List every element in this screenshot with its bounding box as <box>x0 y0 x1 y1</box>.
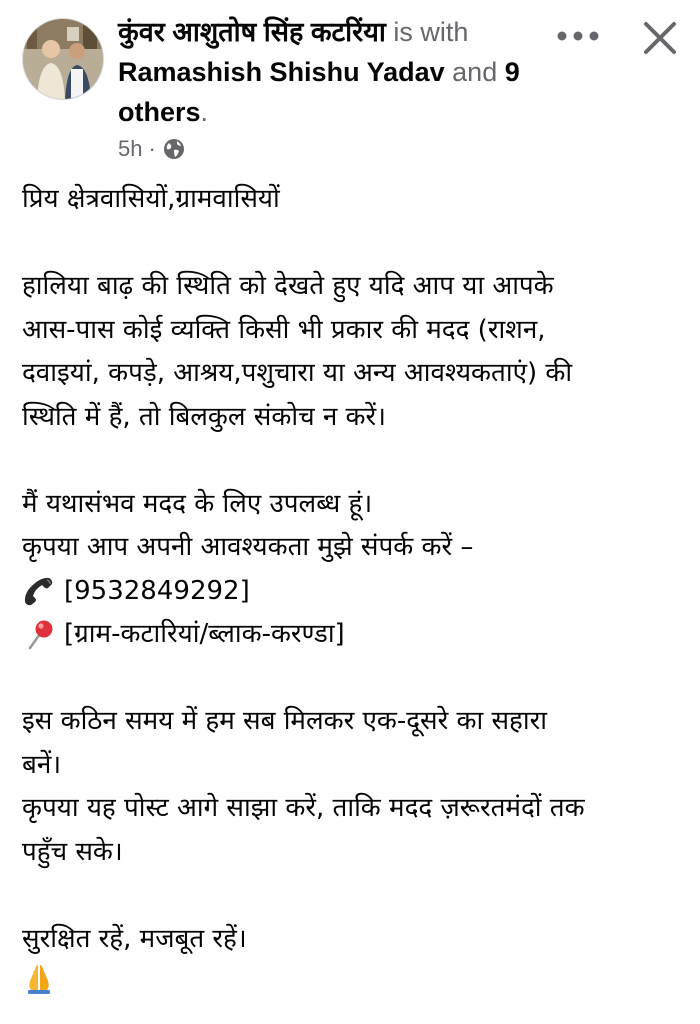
author-name[interactable]: कुंवर आशुतोष सिंह कटरिंया <box>118 17 386 47</box>
para3-line-4: पहुँच सके। <box>22 836 123 867</box>
avatar-photo <box>23 19 103 99</box>
more-horizontal-icon <box>556 30 600 42</box>
more-options-button[interactable] <box>550 18 606 54</box>
para1-line-1: हालिया बाढ़ की स्थिति को देखते हुए यदि आप या आपके <box>22 271 554 301</box>
para3-line-1: इस कठिन समय में हम सब मिलकर एक-दूसरे का सहारा <box>22 706 547 736</box>
author-avatar[interactable] <box>22 18 104 100</box>
is-text: is <box>393 17 413 47</box>
post-text <box>22 178 682 1010</box>
blank-line <box>22 222 682 266</box>
close-icon <box>643 21 677 55</box>
blank-line <box>22 439 682 483</box>
and-text: and <box>452 57 498 87</box>
tagged-person[interactable]: Ramashish Shishu Yadav <box>118 57 445 87</box>
post-meta <box>118 133 186 165</box>
para1-line-3: दवाइयां, कपड़े, आश्रय,पशुचारा या अन्य आवश्यकताएं) की <box>22 358 573 388</box>
location-line <box>22 613 682 657</box>
telephone-icon <box>22 574 56 608</box>
phone-number[interactable]: [9532849292] <box>64 575 250 606</box>
meta-separator: · <box>148 136 156 161</box>
round-pushpin-icon <box>22 618 56 652</box>
para2-line-1: मैं यथासंभव मदद के लिए उपलब्ध हूं। <box>22 488 373 519</box>
with-text: with <box>420 17 469 47</box>
para1-line-4: स्थिति में हैं, तो बिलकुल संकोच न करें। <box>22 401 386 432</box>
folded-hands-icon <box>22 961 56 995</box>
globe-icon[interactable] <box>162 137 186 161</box>
closing-line: सुरक्षित रहें, मजबूत रहें। <box>22 923 247 954</box>
para3-line-3: कृपया यह पोस्ट आगे साझा करें, ताकि मदद ज़रूरतमंदों तक <box>22 793 585 823</box>
close-button[interactable] <box>636 14 684 62</box>
phone-line <box>22 570 682 614</box>
closing-emoji-line <box>22 961 682 1010</box>
post-header <box>0 0 700 175</box>
post-timestamp[interactable]: 5h <box>118 136 143 161</box>
para2-line-2: कृपया आप अपनी आवश्यकता मुझे संपर्क करें – <box>22 532 474 562</box>
blank-line <box>22 874 682 918</box>
period: . <box>200 97 209 127</box>
greeting-line: प्रिय क्षेत्रवासियों,ग्रामवासियों <box>22 184 280 214</box>
post-author-line <box>118 12 548 132</box>
para3-line-2: बनें। <box>22 749 62 780</box>
tagged-others[interactable]: 9 others <box>118 57 520 127</box>
para1-line-2: आस-पास कोई व्यक्ति किसी भी प्रकार की मदद (राशन, <box>22 314 546 345</box>
location-text: [ग्राम-कटारियां/ब्लाक-करण्डा] <box>64 619 345 649</box>
blank-line <box>22 657 682 701</box>
